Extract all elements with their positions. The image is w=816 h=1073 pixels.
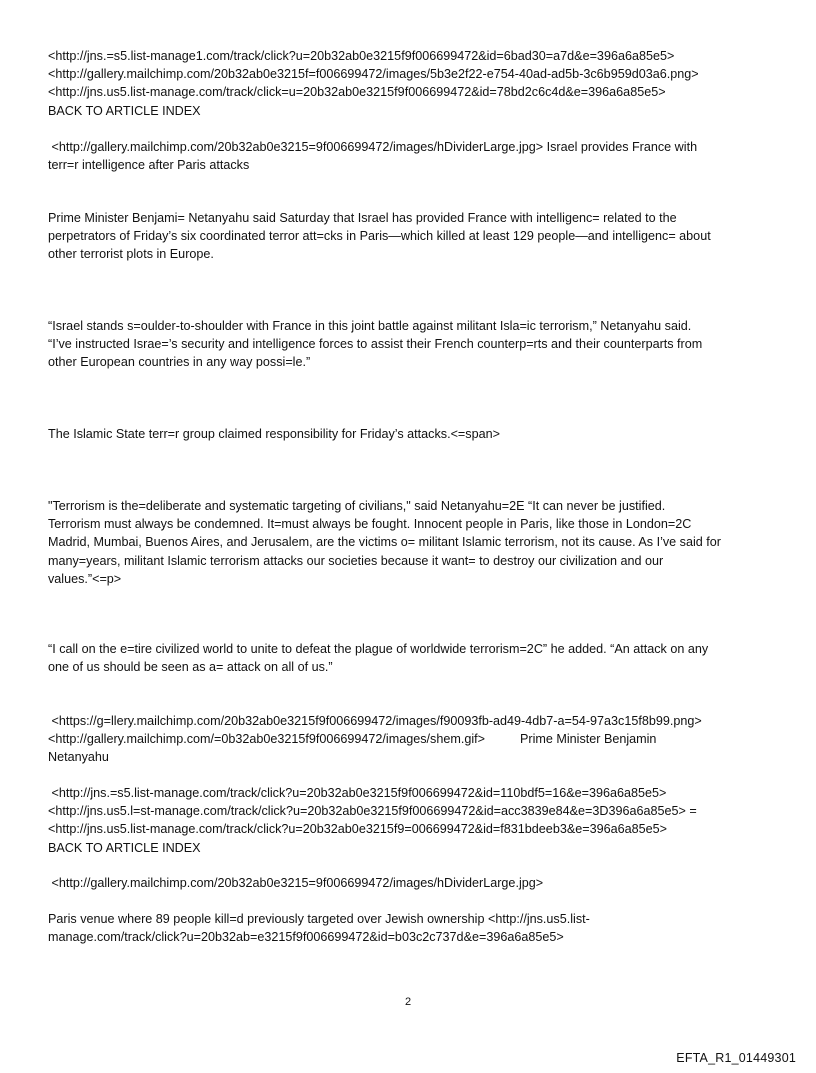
link-block-footer: <http://jns.=s5.list-manage.com/track/click?u=20b32ab0e3215f9f006699472&id=110bdf5=16&e=396a6a85e5> <http://jns.us5.l=st-manage.com/track/click?u=20b32ab0e3215f9f006699472&id=acc3839e84&e=3D396a6a85e5> = <http://jns.us5.list-manage.com/track/click?u=20b32ab0e3215f9=006699472&id=f831bdeeb3&e=396a6a85e5> BACK TO ARTICLE INDEX: [48, 786, 697, 855]
paragraph-intro: Prime Minister Benjami= Netanyahu said Saturday that Israel has provided France with intelligenc= related to the perpetrators of Friday’s six coordinated terror att=cks in Paris—which killed at least 129 people—and intelligenc= about other terrorist plots in Europe.: [48, 211, 711, 262]
paragraph-islamic-state: The Islamic State terr=r group claimed responsibility for Friday’s attacks.<=span>: [48, 427, 500, 441]
next-article-headline: Paris venue where 89 people kill=d previously targeted over Jewish ownership <http://jns.us5.list- manage.com/track/click?u=20b32ab=e3215f9f006699472&id=b03c2c737d&e=396a6a85e5>: [48, 912, 590, 945]
article-title-line: <http://gallery.mailchimp.com/20b32ab0e3215=9f006699472/images/hDividerLarge.jpg> Israel provides France with terr=r intelligence after Paris attacks: [48, 140, 698, 173]
image-caption-block: <https://g=llery.mailchimp.com/20b32ab0e3215f9f006699472/images/f90093fb-ad49-4db7-a=54-97a3c15f8b99.png> <http://gallery.mailchimp.com/=0b32ab0e3215f9f006699472/images/shem.gif> Prime Minister Benjamin Netanyahu: [48, 714, 702, 765]
paragraph-terrorism-quote: "Terrorism is the=deliberate and systematic targeting of civilians," said Netanyahu=2E “It can never be justified. Terrorism must always be condemned. It=must always be fought. Innocent people in Paris, like those in London=2C Madrid, Mumbai, Buenos Aires, and Jerusalem, are the victims o= militant Islamic terrorism, not its cause. As I’ve said for many=years, militant Islamic terrorism attacks our societies because it want= to destroy our civilization and our values.”<=p>: [48, 499, 721, 586]
paragraph-quote-1: “Israel stands s=oulder-to-shoulder with France in this joint battle against militant Isla=ic terrorism,” Netanyahu said. “I’ve instructed Israe=’s security and intelligence forces to assist their French counterp=rts and their counterparts from other European countries in any way possi=le.”: [48, 319, 703, 370]
paragraph-call-to-unite: “I call on the e=tire civilized world to unite to defeat the plague of worldwide terrorism=2C” he added. “An attack on any one of us should be seen as a= attack on all of us.”: [48, 642, 709, 675]
bates-stamp: EFTA_R1_01449301: [676, 1051, 796, 1065]
link-block-header: <http://jns.=s5.list-manage1.com/track/click?u=20b32ab0e3215f9f006699472&id=6bad30=a7d&e=396a6a85e5> <http://gallery.mailchimp.com/20b32ab0e3215f=f006699472/images/5b3e2f22-e754-40ad-ad5b-3c6b959d03a6.png> <http://jns.us5.list-manage.com/track/click=u=20b32ab0e3215f9f006699472&id=78bd2c6c4d&e=396a6a85e5> BACK TO ARTICLE INDEX: [48, 49, 699, 118]
divider-image-link: <http://gallery.mailchimp.com/20b32ab0e3215=9f006699472/images/hDividerLarge.jpg>: [48, 876, 544, 890]
page-number: 2: [404, 996, 412, 1008]
